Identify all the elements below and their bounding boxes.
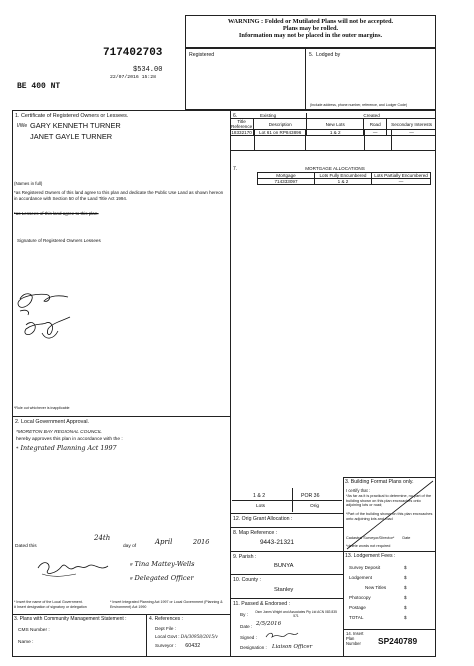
fee-value: $	[404, 595, 407, 600]
plan-number: SP240789	[378, 636, 418, 646]
parish	[233, 554, 256, 560]
lga-footnote-3: Insert designation of signatory or delegation	[17, 604, 87, 609]
table-row	[258, 179, 431, 185]
orig-grant-label: Orig Grant Allocation :	[241, 516, 293, 522]
orig-grant-top	[230, 513, 343, 514]
lodged-by-box	[305, 48, 436, 110]
cell-new-lots: 1 & 2	[307, 130, 364, 136]
fees-heading	[345, 553, 396, 559]
surveyor-ref	[155, 643, 200, 649]
bottom-strip-top	[12, 614, 230, 615]
cell-partially: —	[372, 179, 431, 185]
rule-note: *Rule out whichever is inapplicable	[14, 406, 70, 410]
map-ref	[233, 530, 277, 536]
building-date-label: Date	[402, 536, 411, 540]
col-mortgage: Mortgage	[258, 173, 315, 179]
existing-col-line-1	[254, 130, 255, 150]
cell-mortgage: 714333097	[258, 179, 315, 185]
officer-title-text: Delegated Officer	[134, 574, 194, 582]
day-of-label: day of	[123, 544, 137, 549]
list-item	[349, 583, 434, 593]
lga-approves: hereby approves this plan in accordance with the :	[16, 437, 123, 442]
mid-divider-lower	[230, 483, 231, 657]
lga-footnotes: * Insert the name of the Local Government. # Insert designation of signatory or delegation	[14, 600, 87, 609]
by-value: Osm Jones Wright and Associates Pty Ltd ACN 083 835 571	[255, 610, 337, 618]
existing-col-line-4	[391, 130, 392, 150]
county	[233, 577, 261, 583]
lodged-label: Lodged by	[316, 52, 341, 58]
fees-list	[349, 563, 434, 623]
lga-council: *MORETON BAY REGIONAL COUNCIL	[16, 430, 102, 435]
col-title-reference: Title Reference	[231, 119, 253, 129]
stamp-datetime: 22/07/2016 15:28	[110, 75, 157, 80]
lodged-note: (Include address, phone number, reference, and Lodger Code)	[310, 103, 408, 107]
county-value: Stanley	[274, 587, 294, 593]
cell-secondary: —	[387, 130, 436, 136]
building-num: 3.	[345, 479, 350, 485]
orig-label: Orig	[310, 504, 320, 509]
building-surveyor: Cadastral Surveyor/Director* Date	[346, 536, 411, 540]
by-label: By :	[240, 612, 248, 617]
names-note: (Names in full)	[14, 181, 43, 186]
cell-road: —	[364, 130, 387, 136]
parish-value: BUNYA	[274, 563, 294, 569]
building-delete-note-text: delete words not required	[347, 544, 391, 548]
created-header: Created	[307, 113, 436, 119]
passed-top	[230, 598, 343, 599]
fee-value: $	[404, 615, 407, 620]
orig-grant	[233, 516, 292, 522]
lessees-text-body: as Lessees of this land agree to this plan.	[15, 211, 99, 216]
lga-council-name: MORETON BAY REGIONAL COUNCIL	[17, 430, 102, 435]
table-row	[230, 130, 436, 136]
existing-num: 6.	[233, 113, 238, 119]
consent-text-body: as Registered Owners of this land agree to this plan and dedicate the Public Use Land as shown hereon in accordance with Section 50 of the Land Title Act 1994.	[14, 190, 224, 201]
existing-header: Existing	[230, 113, 307, 119]
stamp-code: BE 400 NT	[17, 82, 61, 91]
warning-line-3: Information may not be placed in the outer margins.	[238, 32, 383, 39]
cms-number-label: CMS Number :	[18, 628, 50, 633]
passed-num: 11.	[233, 601, 240, 607]
lga-heading-text: Local Government Approval.	[21, 419, 90, 425]
fees-num: 13.	[345, 553, 353, 559]
cell-description: Lot 61 on RP843896	[254, 130, 307, 136]
owners-num: 1.	[15, 113, 20, 119]
center-divider	[230, 110, 231, 483]
lga-heading	[15, 419, 89, 425]
officer-name: # Tina Mattey-Wells	[130, 560, 195, 568]
map-ref-value: 9443-21321	[260, 539, 295, 546]
references-heading	[149, 616, 183, 622]
references-num: 4.	[149, 616, 154, 622]
mortgage-table	[257, 172, 431, 185]
date-value: 2/5/2016	[256, 621, 282, 627]
cms-num: 3.	[14, 616, 19, 622]
fee-label: New Titles	[365, 585, 387, 590]
surveyor-label: Surveyor :	[155, 643, 176, 648]
owner-name-2: JANET GAYLE TURNER	[30, 132, 113, 141]
list-item	[349, 563, 434, 573]
officer-title: # Delegated Officer	[130, 574, 194, 582]
lots-orig-line	[232, 500, 342, 501]
existing-created-table	[230, 113, 436, 136]
signature-label: Signature of Registered Owners Lessees	[17, 238, 101, 243]
list-item	[349, 593, 434, 603]
fees-heading-text: Lodgement Fees :	[353, 553, 396, 559]
warning-box	[185, 15, 436, 48]
parish-label: Parish :	[238, 554, 257, 560]
lots-value: 1 & 2	[253, 493, 266, 499]
mortgage-title: MORTGAGE ALLOCATIONS	[305, 166, 365, 171]
fees-top	[343, 551, 436, 552]
col-secondary-interests: Secondary Interests	[387, 119, 436, 130]
passed-label: Passed & Endorsed :	[241, 601, 291, 607]
building-line-2-text: Part of the building shown on this plan encroaches onto adjoining lots and road	[346, 512, 433, 521]
warning-line-2: Plans may be rolled.	[282, 25, 339, 32]
passed	[233, 601, 290, 607]
list-item	[349, 573, 434, 583]
fee-value: $	[404, 575, 407, 580]
owners-heading	[15, 113, 128, 119]
date-label: Date :	[240, 624, 253, 629]
designation-label: Designation :	[240, 645, 267, 650]
fee-value: $	[404, 605, 407, 610]
officer-signature	[36, 554, 120, 580]
dated-month: April	[155, 538, 173, 546]
map-ref-num: 8.	[233, 530, 238, 536]
fee-value: $	[404, 585, 407, 590]
building-delete-note: *delete words not required	[346, 544, 391, 548]
existing-col-line-3	[364, 130, 365, 150]
fee-label: TOTAL	[349, 615, 364, 620]
county-label: County :	[241, 577, 261, 583]
stamp-number: 717402703	[103, 47, 163, 59]
local-label: Local Govt :	[155, 634, 180, 639]
plan-number-top	[343, 629, 436, 630]
building-line-1-text: As far as it is practical to determine, no part of the building shown on this plan encroaches onto adjoining lots or road;	[346, 494, 432, 508]
registered-box	[185, 48, 306, 110]
fee-value: $	[404, 565, 407, 570]
plan-num: 14.	[346, 631, 352, 636]
surveyor-value: 60432	[185, 643, 201, 649]
cms-heading	[14, 616, 127, 622]
cms-name-label: Name :	[18, 640, 34, 645]
lodged-num: 5.	[309, 52, 314, 58]
consent-text: *as Registered Owners of this land agree to this plan and dedicate the Public Use Land as shown hereon in accordance with Section 50 of the Land Title Act 1994.	[14, 190, 224, 201]
list-item	[349, 603, 434, 613]
dated-year: 2016	[193, 538, 210, 546]
owner-name-1: GARY KENNETH TURNER	[30, 121, 121, 130]
mortgage-num: 7.	[233, 166, 238, 172]
parish-num: 9.	[233, 554, 238, 560]
lga-act-text: Integrated Planning Act 1997	[20, 444, 117, 452]
list-item	[349, 613, 434, 623]
lga-num: 2.	[15, 419, 20, 425]
parish-top	[230, 551, 343, 552]
lga-top-line	[12, 416, 230, 417]
lga-footnote-2-wrap: * Insert Integrated Planning Act 1997 or Local Government (Planning & Environment) Act 1990	[110, 600, 223, 609]
col-new-lots: New Lots	[307, 119, 364, 130]
existing-table-bottom	[230, 150, 436, 151]
orig-value: POR 36	[301, 493, 320, 499]
orig-grant-num: 12.	[233, 516, 241, 522]
signed-label: Signed :	[240, 635, 257, 640]
lga-footnote-1: Insert the name of the Local Government.	[16, 600, 83, 604]
lessees-text: *as Lessees of this land agree to this plan.	[14, 211, 99, 216]
col-fully-encumbered: Lots Fully Encumbered	[315, 173, 372, 179]
lga-act: * Integrated Planning Act 1997	[16, 444, 117, 452]
rule-note-text: Rule out whichever is inapplicable	[15, 406, 70, 410]
references-heading-text: References :	[154, 616, 183, 622]
owners-heading-text: Certificate of Registered Owners or Lessees.	[21, 113, 129, 119]
designation-value: Liaison Officer	[272, 644, 313, 650]
fee-label: Lodgement	[349, 575, 372, 580]
lots-orig-mid	[292, 488, 293, 512]
cms-heading-text: Plans with Community Management Statement :	[19, 616, 127, 622]
plan-insert-label: Insert Plan Number	[346, 631, 364, 646]
col-road: Road	[364, 119, 387, 130]
cell-title-ref: 18332170	[231, 130, 252, 135]
officer-name-text: Tina Mattey-Wells	[134, 560, 195, 568]
map-ref-label: Map Reference :	[238, 530, 278, 536]
fee-label: Photocopy	[349, 595, 371, 600]
county-num: 10.	[233, 577, 241, 583]
references-divider	[146, 614, 147, 657]
building-certify: I certify that :	[346, 488, 370, 493]
existing-col-line-2	[305, 130, 306, 150]
building-heading-text: Building Format Plans only.	[350, 479, 414, 485]
building-line-2: *Part of the building shown on this plan encroaches onto adjoining lots and road	[346, 512, 433, 521]
owners-prefix: I/We	[17, 123, 28, 129]
stamp-amount: $534.00	[133, 66, 163, 74]
plan-insert	[346, 632, 368, 646]
col-partially-encumbered: Lots Partially Encumbered	[372, 173, 431, 179]
dated-label: Dated this	[15, 544, 37, 549]
owner-signature	[12, 285, 82, 355]
lga-footnote-2: Insert Integrated Planning Act 1997 or Local Government (Planning & Environment) Act 1990	[110, 600, 223, 609]
county-top	[230, 574, 343, 575]
map-ref-top	[230, 527, 343, 528]
dept-label: Dept File :	[155, 626, 176, 631]
cell-fully: 1 & 2	[315, 179, 372, 185]
building-surveyor-label: Cadastral Surveyor/Director	[346, 536, 393, 540]
endorser-signature	[264, 629, 300, 641]
col-description: Description	[254, 119, 307, 130]
lots-label: Lots	[256, 504, 266, 509]
warning-line-1: WARNING : Folded or Mutilated Plans will not be accepted.	[227, 18, 394, 25]
dated-day: 24th	[94, 534, 111, 542]
registered-label: Registered	[189, 52, 215, 58]
fee-label: Survey Deposit	[349, 565, 381, 570]
local-govt	[155, 634, 218, 639]
fee-label: Postage	[349, 605, 366, 610]
local-value: DA/30958/2015/v	[180, 634, 218, 639]
building-line-1: *As far as it is practical to determine, no part of the building shown on this plan encroaches onto adjoining lots or road;	[346, 494, 432, 508]
